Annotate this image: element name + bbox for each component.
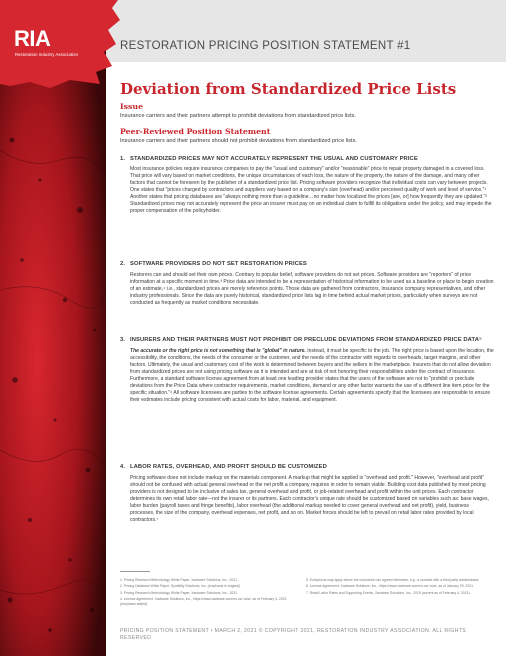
item-paragraph: Most insurance policies require insurance companies to pay the "usual and customary" and/or "reasonable" price to repair property damaged in a covered loss. That price will vary based on market conditions, the unique circumstances of each loss, the nature of the property, the nature of the damage, and many other factors that cannot be foreseen by the publisher of a standardized price list. Pricing software providers recognize that individual costs can vary between projects. One states that "prices charged by contractors and suppliers vary based on a company's size (overhead) and/or perceived quality of work and level of service."¹ Another states that pricing databases are "always nothing more than a guideline…no matter how localized the prices [are, or] how frequently they are updated."² Standardized prices may not accurately represent the price an insurer must pay on an individual claim to fulfill its obligations under the policy, and may impede the proper compensation of the policyholder.: [130, 166, 492, 215]
footnotes-right: [306, 578, 488, 597]
item-number: 4.: [120, 464, 126, 470]
issue-heading: Issue: [120, 102, 144, 111]
page-header-title: RESTORATION PRICING POSITION STATEMENT #1: [120, 40, 411, 52]
item-lead-sentence: The accurate or the right price is not something that is "global" in nature.: [130, 348, 306, 354]
page-footer: PRICING POSITION STATEMENT • MARCH 2, 2021 © COPYRIGHT 2021, RESTORATION INDUSTRY ASSOCIATION. ALL RIGHTS RESERVED.: [120, 628, 467, 641]
item-paragraph: Pricing software does not include markup on the materials component. A markup that might be applied is "overhead and profit." However, "overhead and profit" should not be confused with actual general overhead or the net profit a company requires in order to remain viable. Building cost data published by most pricing providers is not designed to be inclusive of sales tax, general overhead and profit, or job-related overhead and profit within the unit prices. Each contractor determines its own retail labor rate—not the insurer or its partners. Each contractor's unique rate should be customized based on variables such as: base wages, labor burden (payroll taxes and fringe benefits), labor overhead (the additional markup needed to cover general overhead and net profit), yield, business processes, the size of the company, overhead expenses, net profit, and so on. Market forces should be left to prevail on retail labor rates provided by local contractors.⁷: [130, 475, 489, 524]
item-4-heading: [120, 464, 327, 470]
footnote: 1. Pricing Research Methodology White Paper, Xactware Solutions, Inc., 2021.: [120, 578, 238, 582]
item-paragraph: Instead, it must be specific to the job. The right price is based upon the location, the accessibility, the conditions, the needs of the consumer or the customer, and the needs of the contractor with regards to overheads, target margins, and other factors. Ultimately, the usual and customary cost of the work is determined between buyers and the sellers in the marketplace. Insurers that do not allow deviation from standardized prices are not using pricing software as it is intended and are at risk of not honoring their responsibilities under the contract of insurance. Furthermore, a standard software license agreement from at least one leading provider states that the users of the software are not to "prohibit or preclude deviations from the Price Data where contractor requirements, market conditions, demand or any other factor warrants the use of a different line item price for the specific situation."⁶ All software licensees are parties to the software license agreements. Certain agreements specify that the licensees are responsible to ensure their estimates include pricing consistent with actual costs for labor, material, and equipment.: [130, 348, 494, 404]
ria-logo: RIA: [14, 26, 51, 51]
footnote: 2. Pricing Database White Paper, Symbility Solutions, Inc. (emphasis in original).: [120, 584, 241, 589]
footnote: 6. License Agreement, Xactware Solutions, Inc., https://www.xactware.com/en-us/ xula/, as of January 29, 2021.: [306, 584, 474, 589]
issue-text: Insurance carriers and their partners attempt to prohibit deviations from standardized price lists.: [120, 113, 356, 119]
item-2-heading: [120, 261, 307, 267]
footnote: 4. License Agreement, Xactware Solutions, Inc., https://www.xactware.com/en-us/ xula/, as of February 4, 2021 (emphasis added).: [120, 596, 287, 607]
item-heading-text: INSURERS AND THEIR PARTNERS MUST NOT PROHIBIT OR PRECLUDE DEVIATIONS FROM STANDARDIZED PRICE DATA⁵: [130, 337, 482, 343]
footnote: 7. Retail Labor Rates and Supporting Events, Xactware Solutions, Inc., 2019 (current as of February 4, 2021).: [306, 590, 471, 595]
footnote: 5. Exceptions may apply where the contractor has agreed otherwise, e.g., a contract with a third party administrator.: [306, 578, 480, 582]
item-paragraph: Restorers can and should set their own prices. Contrary to popular belief, software providers do not set prices. Software providers are "reporters" of price information at a specific moment in time.³ Price data are intended to be a representation of historical information to be used as a baseline or place to begin creation of an estimate,⁴ i.e., standardized prices are merely reference points. Those data are gathered from contractors, insurance company representatives, and other industry professionals. Since the data are purely historical, standardized price lists lag in time behind actual market prices, particularly when surveys are not conducted as frequently as market conditions necessitate.: [130, 272, 494, 307]
document-title: Deviation from Standardized Price Lists: [120, 80, 457, 98]
position-text: Insurance carriers and their partners should not prohibit deviations from standardized price lists.: [120, 138, 357, 144]
item-number: 2.: [120, 261, 126, 267]
item-heading-text: SOFTWARE PROVIDERS DO NOT SET RESTORATION PRICES: [130, 261, 307, 267]
footnotes-left: [120, 578, 302, 608]
item-3-heading: [120, 337, 482, 343]
logo-tagline: Restoration Industry Association: [15, 52, 79, 57]
item-heading-text: LABOR RATES, OVERHEAD, AND PROFIT SHOULD BE CUSTOMIZED: [130, 464, 327, 470]
logo-area: [0, 0, 126, 110]
item-3-body: [130, 348, 494, 404]
item-heading-text: STANDARDIZED PRICES MAY NOT ACCURATELY REPRESENT THE USUAL AND CUSTOMARY PRICE: [130, 156, 418, 162]
position-heading: Peer-Reviewed Position Statement: [120, 127, 271, 136]
item-number: 3.: [120, 337, 126, 343]
item-1-body: [130, 166, 494, 215]
item-4-body: [130, 475, 494, 524]
item-number: 1.: [120, 156, 126, 162]
footnote: 3. Pricing Research Methodology White Paper, Xactware Solutions, Inc., 2021.: [120, 590, 238, 595]
item-2-body: [130, 272, 494, 307]
footnote-divider: [120, 571, 150, 572]
item-1-heading: [120, 156, 418, 162]
